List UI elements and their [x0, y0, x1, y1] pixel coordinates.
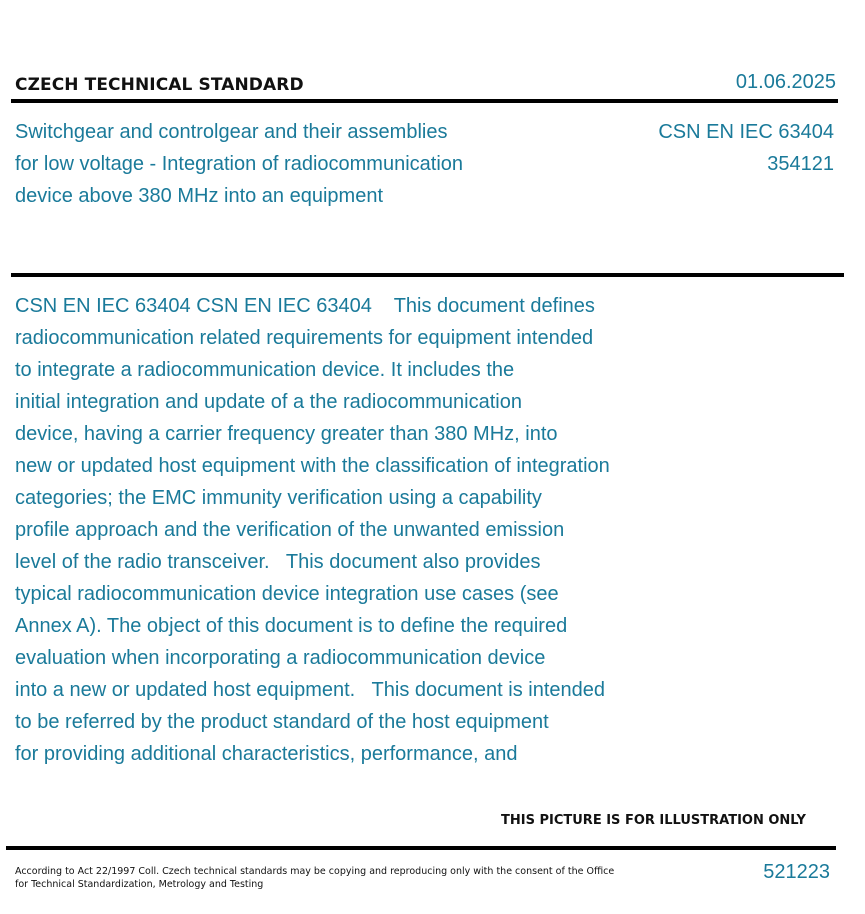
abstract-line: initial integration and update of a the radiocommunication [15, 391, 522, 413]
title-line: for low voltage - Integration of radiocommunication [15, 153, 464, 175]
catalog-code: 521223 [763, 861, 830, 883]
legal-line: According to Act 22/1997 Coll. Czech technical standards may be copying and reproducing only with the consent of the Office [15, 866, 615, 877]
publication-date: 01.06.2025 [735, 71, 836, 93]
abstract-line: categories; the EMC immunity verification using a capability [15, 487, 542, 509]
title-divider [11, 273, 844, 277]
classification-code: 354121 [767, 153, 834, 175]
standard-title [15, 116, 463, 212]
abstract-line: typical radiocommunication device integration use cases (see [15, 583, 559, 605]
header-divider [11, 99, 838, 103]
abstract-line: level of the radio transceiver. This document also provides [15, 551, 541, 573]
standard-number: CSN EN IEC 63404 [658, 121, 834, 143]
legal-line: for Technical Standardization, Metrology and Testing [15, 879, 264, 890]
abstract-line: for providing additional characteristics, performance, and [15, 743, 518, 765]
abstract-line: Annex A). The object of this document is to define the required [15, 615, 568, 637]
abstract-line: evaluation when incorporating a radiocommunication device [15, 647, 546, 669]
abstract-line: profile approach and the verification of the unwanted emission [15, 519, 565, 541]
abstract-text [15, 290, 610, 770]
abstract-line: to integrate a radiocommunication device. It includes the [15, 359, 515, 381]
abstract-line: to be referred by the product standard of the host equipment [15, 711, 549, 733]
illustration-disclaimer: THIS PICTURE IS FOR ILLUSTRATION ONLY [501, 813, 806, 828]
title-line: device above 380 MHz into an equipment [15, 185, 384, 207]
standard-type-label: CZECH TECHNICAL STANDARD [15, 75, 304, 95]
abstract-line: radiocommunication related requirements for equipment intended [15, 327, 594, 349]
title-line: Switchgear and controlgear and their assemblies [15, 121, 448, 143]
standard-identifiers [658, 116, 834, 180]
footer-divider [6, 846, 836, 850]
abstract-line: new or updated host equipment with the classification of integration [15, 455, 610, 477]
abstract-line: device, having a carrier frequency greater than 380 MHz, into [15, 423, 558, 445]
abstract-line: into a new or updated host equipment. This document is intended [15, 679, 606, 701]
legal-notice [15, 865, 614, 891]
abstract-line: CSN EN IEC 63404 CSN EN IEC 63404 This document defines [15, 295, 595, 317]
